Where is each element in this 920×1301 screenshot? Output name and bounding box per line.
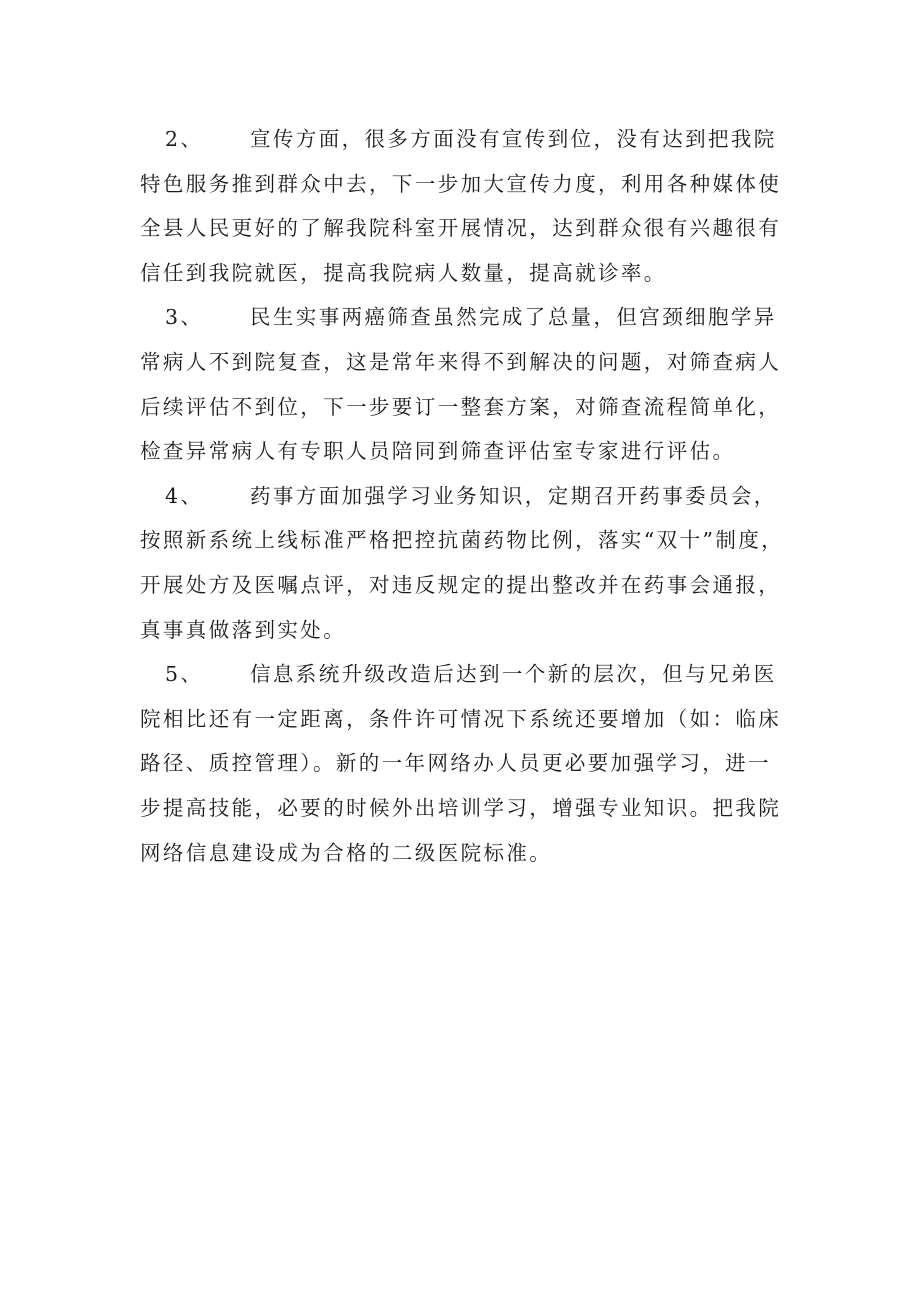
paragraph-first-line (140, 117, 795, 162)
paragraph-text-line: 特色服务推到群众中去，下一步加大宣传力度，利用各种媒体使 (140, 171, 782, 196)
paragraph-text-line: 按照新系统上线标准严格把控抗菌药物比例，落实“双十”制度， (140, 528, 785, 553)
paragraph-text-line: 院相比还有一定距离，条件许可情况下系统还要增加（如：临床 (140, 706, 782, 731)
paragraph-text-line: 后续评估不到位，下一步要订一整套方案，对筛查流程简单化， (140, 394, 782, 419)
paragraph-item-2 (140, 117, 795, 295)
paragraph-item-4 (140, 474, 795, 652)
paragraph-text: 药事方面加强学习业务知识，定期召开药事委员会， (250, 483, 777, 508)
paragraph-text-line: 路径、质控管理）。新的一年网络办人员更必要加强学习，进一 (140, 751, 771, 776)
paragraph-item-5 (140, 652, 795, 875)
paragraph-text-line: 真事真做落到实处。 (140, 617, 347, 642)
paragraph-text-line: 全县人民更好的了解我院科室开展情况，达到群众很有兴趣很有 (140, 216, 782, 241)
paragraph-item-3 (140, 295, 795, 473)
paragraph-text: 信息系统升级改造后达到一个新的层次，但与兄弟医 (250, 662, 777, 687)
paragraph-text: 民生实事两癌筛查虽然完成了总量，但宫颈细胞学异 (250, 305, 777, 330)
paragraph-text-line: 开展处方及医嘱点评，对违反规定的提出整改并在药事会通报， (140, 572, 782, 597)
paragraph-text-line: 步提高技能，必要的时候外出培训学习，增强专业知识。把我院 (140, 795, 782, 820)
paragraph-number: 3、 (165, 305, 204, 330)
paragraph-text-line: 检查异常病人有专职人员陪同到筛查评估室专家进行评估。 (140, 439, 736, 464)
paragraph-first-line (140, 474, 795, 519)
paragraph-number: 2、 (165, 127, 204, 151)
paragraph-text-line: 常病人不到院复查，这是常年来得不到解决的问题，对筛查病人 (140, 349, 782, 374)
paragraph-text-line: 网络信息建设成为合格的二级医院标准。 (140, 840, 553, 865)
document-body (140, 117, 795, 875)
paragraph-text-line: 信任到我院就医，提高我院病人数量，提高就诊率。 (140, 260, 667, 285)
paragraph-text: 宣传方面，很多方面没有宣传到位，没有达到把我院 (250, 127, 777, 151)
paragraph-number: 5、 (165, 662, 204, 687)
paragraph-first-line (140, 652, 795, 697)
paragraph-first-line (140, 295, 795, 340)
paragraph-number: 4、 (165, 483, 204, 508)
